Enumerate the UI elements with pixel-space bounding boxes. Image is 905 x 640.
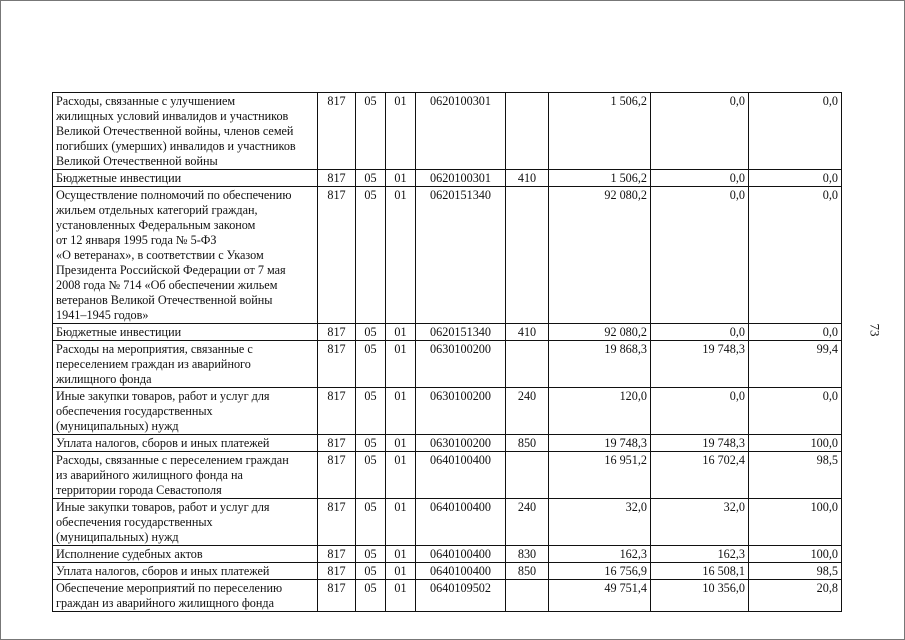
row-value-planned: 19 748,3 bbox=[549, 435, 651, 452]
row-value-executed: 19 748,3 bbox=[651, 435, 749, 452]
row-name: Расходы на мероприятия, связанные с переселением граждан из аварийного жилищного фонда bbox=[53, 341, 318, 388]
row-code-section: 05 bbox=[356, 388, 386, 435]
row-value-executed: 0,0 bbox=[651, 93, 749, 170]
row-value-percent: 0,0 bbox=[749, 170, 842, 187]
row-value-planned: 49 751,4 bbox=[549, 580, 651, 612]
table-row bbox=[53, 187, 842, 324]
row-code-department: 817 bbox=[318, 580, 356, 612]
row-expense-type bbox=[506, 341, 549, 388]
row-target-article: 0620151340 bbox=[416, 324, 506, 341]
table-row bbox=[53, 546, 842, 563]
row-value-planned: 32,0 bbox=[549, 499, 651, 546]
row-code-section: 05 bbox=[356, 341, 386, 388]
row-name: Иные закупки товаров, работ и услуг для обеспечения государственных (муниципальных) нужд bbox=[53, 388, 318, 435]
row-value-percent: 99,4 bbox=[749, 341, 842, 388]
row-code-department: 817 bbox=[318, 388, 356, 435]
row-value-percent: 0,0 bbox=[749, 187, 842, 324]
row-code-subsection: 01 bbox=[386, 93, 416, 170]
row-expense-type: 850 bbox=[506, 563, 549, 580]
row-name: Расходы, связанные с переселением граждан из аварийного жилищного фонда на территории города Севастополя bbox=[53, 452, 318, 499]
row-target-article: 0620100301 bbox=[416, 170, 506, 187]
row-value-percent: 98,5 bbox=[749, 563, 842, 580]
row-value-percent: 100,0 bbox=[749, 546, 842, 563]
row-value-planned: 120,0 bbox=[549, 388, 651, 435]
row-value-planned: 92 080,2 bbox=[549, 324, 651, 341]
table-row bbox=[53, 580, 842, 612]
table-row bbox=[53, 452, 842, 499]
row-target-article: 0640100400 bbox=[416, 563, 506, 580]
row-code-subsection: 01 bbox=[386, 187, 416, 324]
row-value-executed: 0,0 bbox=[651, 324, 749, 341]
row-target-article: 0640100400 bbox=[416, 452, 506, 499]
row-value-percent: 20,8 bbox=[749, 580, 842, 612]
row-name: Исполнение судебных актов bbox=[53, 546, 318, 563]
row-code-subsection: 01 bbox=[386, 341, 416, 388]
row-code-section: 05 bbox=[356, 93, 386, 170]
table-row bbox=[53, 170, 842, 187]
row-expense-type bbox=[506, 580, 549, 612]
row-code-section: 05 bbox=[356, 187, 386, 324]
row-value-executed: 19 748,3 bbox=[651, 341, 749, 388]
row-value-planned: 1 506,2 bbox=[549, 170, 651, 187]
row-value-executed: 10 356,0 bbox=[651, 580, 749, 612]
row-target-article: 0640100400 bbox=[416, 499, 506, 546]
row-code-subsection: 01 bbox=[386, 499, 416, 546]
budget-table-body bbox=[53, 93, 842, 612]
row-code-section: 05 bbox=[356, 499, 386, 546]
row-value-percent: 0,0 bbox=[749, 324, 842, 341]
row-value-executed: 16 508,1 bbox=[651, 563, 749, 580]
row-code-section: 05 bbox=[356, 324, 386, 341]
row-expense-type bbox=[506, 187, 549, 324]
row-target-article: 0620100301 bbox=[416, 93, 506, 170]
row-name: Бюджетные инвестиции bbox=[53, 324, 318, 341]
row-target-article: 0630100200 bbox=[416, 388, 506, 435]
row-code-department: 817 bbox=[318, 435, 356, 452]
row-code-department: 817 bbox=[318, 499, 356, 546]
row-value-executed: 0,0 bbox=[651, 170, 749, 187]
row-code-department: 817 bbox=[318, 324, 356, 341]
row-name: Бюджетные инвестиции bbox=[53, 170, 318, 187]
row-value-executed: 162,3 bbox=[651, 546, 749, 563]
row-name: Иные закупки товаров, работ и услуг для обеспечения государственных (муниципальных) нужд bbox=[53, 499, 318, 546]
row-value-percent: 0,0 bbox=[749, 388, 842, 435]
row-value-planned: 162,3 bbox=[549, 546, 651, 563]
table-row bbox=[53, 563, 842, 580]
table-row bbox=[53, 93, 842, 170]
row-expense-type: 410 bbox=[506, 170, 549, 187]
row-code-subsection: 01 bbox=[386, 435, 416, 452]
row-target-article: 0630100200 bbox=[416, 435, 506, 452]
row-code-section: 05 bbox=[356, 580, 386, 612]
row-code-department: 817 bbox=[318, 187, 356, 324]
row-value-executed: 0,0 bbox=[651, 187, 749, 324]
row-value-executed: 32,0 bbox=[651, 499, 749, 546]
row-code-subsection: 01 bbox=[386, 546, 416, 563]
row-code-department: 817 bbox=[318, 546, 356, 563]
row-code-department: 817 bbox=[318, 93, 356, 170]
row-value-planned: 16 756,9 bbox=[549, 563, 651, 580]
row-code-section: 05 bbox=[356, 546, 386, 563]
row-expense-type bbox=[506, 452, 549, 499]
row-target-article: 0620151340 bbox=[416, 187, 506, 324]
row-expense-type: 240 bbox=[506, 388, 549, 435]
row-name: Обеспечение мероприятий по переселению граждан из аварийного жилищного фонда bbox=[53, 580, 318, 612]
row-name: Уплата налогов, сборов и иных платежей bbox=[53, 435, 318, 452]
table-row bbox=[53, 341, 842, 388]
row-code-subsection: 01 bbox=[386, 580, 416, 612]
row-value-percent: 98,5 bbox=[749, 452, 842, 499]
row-code-section: 05 bbox=[356, 563, 386, 580]
table-row bbox=[53, 388, 842, 435]
row-value-executed: 0,0 bbox=[651, 388, 749, 435]
row-name: Осуществление полномочий по обеспечению жильем отдельных категорий граждан, установленных Федеральным законом от 12 января 1995 года № 5-ФЗ «О ветеранах», в соответствии с Указом Президента Российской Федерации от 7 мая 2008 года № 714 «Об обеспечении жильем ветеранов Великой Отечественной войны 1941–1945 годов» bbox=[53, 187, 318, 324]
table-row bbox=[53, 324, 842, 341]
row-code-department: 817 bbox=[318, 563, 356, 580]
page-number: 73 bbox=[867, 323, 883, 337]
row-code-section: 05 bbox=[356, 170, 386, 187]
row-value-planned: 1 506,2 bbox=[549, 93, 651, 170]
row-code-section: 05 bbox=[356, 452, 386, 499]
row-value-percent: 100,0 bbox=[749, 435, 842, 452]
row-target-article: 0640109502 bbox=[416, 580, 506, 612]
table-row bbox=[53, 435, 842, 452]
row-code-subsection: 01 bbox=[386, 324, 416, 341]
row-code-department: 817 bbox=[318, 452, 356, 499]
row-value-planned: 92 080,2 bbox=[549, 187, 651, 324]
row-code-department: 817 bbox=[318, 341, 356, 388]
row-name: Уплата налогов, сборов и иных платежей bbox=[53, 563, 318, 580]
row-code-subsection: 01 bbox=[386, 452, 416, 499]
table-row bbox=[53, 499, 842, 546]
row-value-planned: 19 868,3 bbox=[549, 341, 651, 388]
row-expense-type: 240 bbox=[506, 499, 549, 546]
row-code-department: 817 bbox=[318, 170, 356, 187]
budget-table bbox=[52, 92, 842, 612]
row-target-article: 0630100200 bbox=[416, 341, 506, 388]
row-value-planned: 16 951,2 bbox=[549, 452, 651, 499]
row-value-percent: 0,0 bbox=[749, 93, 842, 170]
row-expense-type bbox=[506, 93, 549, 170]
row-code-subsection: 01 bbox=[386, 388, 416, 435]
row-expense-type: 850 bbox=[506, 435, 549, 452]
row-code-subsection: 01 bbox=[386, 170, 416, 187]
row-expense-type: 410 bbox=[506, 324, 549, 341]
row-code-subsection: 01 bbox=[386, 563, 416, 580]
row-value-percent: 100,0 bbox=[749, 499, 842, 546]
row-target-article: 0640100400 bbox=[416, 546, 506, 563]
row-code-section: 05 bbox=[356, 435, 386, 452]
row-name: Расходы, связанные с улучшением жилищных условий инвалидов и участников Великой Отечественной войны, членов семей погибших (умерших) инвалидов и участников Великой Отечественной войны bbox=[53, 93, 318, 170]
row-expense-type: 830 bbox=[506, 546, 549, 563]
row-value-executed: 16 702,4 bbox=[651, 452, 749, 499]
